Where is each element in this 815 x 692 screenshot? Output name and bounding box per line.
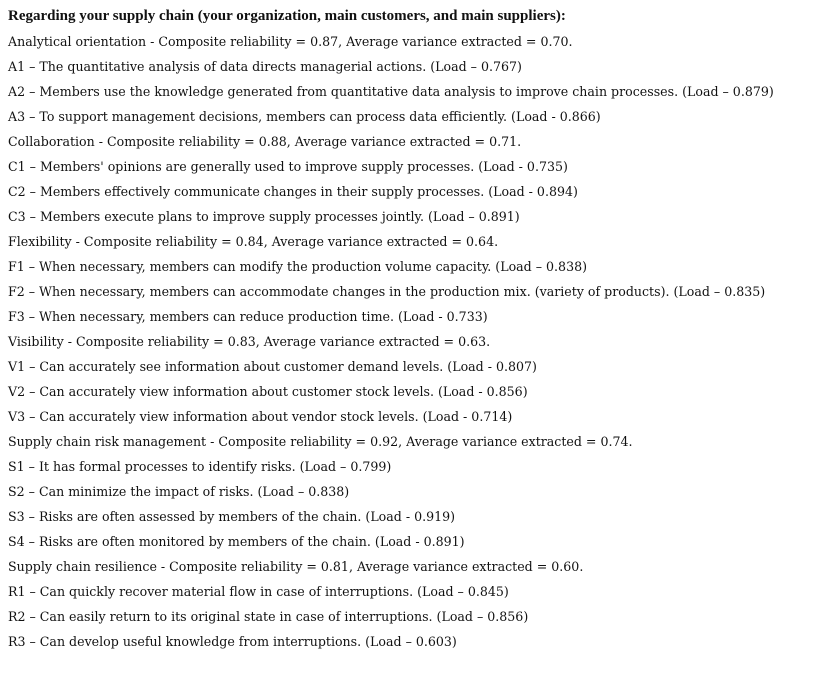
item-line: C1 – Members' opinions are generally used to improve supply processes. (Load - 0.735) (8, 159, 568, 174)
construct-header: Collaboration - Composite reliability = 0.88, Average variance extracted = 0.71. (8, 134, 522, 149)
construct-header: Supply chain resilience - Composite reliability = 0.81, Average variance extracted = 0.60. (8, 559, 584, 574)
construct-header: Analytical orientation - Composite reliability = 0.87, Average variance extracted = 0.70. (8, 34, 573, 49)
item-line: R3 – Can develop useful knowledge from interruptions. (Load – 0.603) (8, 634, 457, 649)
item-line: A2 – Members use the knowledge generated from quantitative data analysis to improve chain processes. (Load – 0.879) (8, 84, 774, 99)
item-line: F2 – When necessary, members can accommodate changes in the production mix. (variety of products). (Load – 0.835) (8, 284, 766, 299)
item-line: A3 – To support management decisions, members can process data efficiently. (Load - 0.866) (8, 109, 601, 124)
document-title: Regarding your supply chain (your organization, main customers, and main suppliers): (8, 8, 566, 24)
item-line: S3 – Risks are often assessed by members of the chain. (Load - 0.919) (8, 509, 456, 524)
item-line: V2 – Can accurately view information about customer stock levels. (Load - 0.856) (8, 384, 528, 399)
item-line: R1 – Can quickly recover material flow in case of interruptions. (Load – 0.845) (8, 584, 509, 599)
item-line: F1 – When necessary, members can modify the production volume capacity. (Load – 0.838) (8, 259, 588, 274)
item-line: C3 – Members execute plans to improve supply processes jointly. (Load – 0.891) (8, 209, 520, 224)
item-line: S4 – Risks are often monitored by members of the chain. (Load - 0.891) (8, 534, 465, 549)
item-line: A1 – The quantitative analysis of data directs managerial actions. (Load – 0.767) (8, 59, 522, 74)
item-line: S2 – Can minimize the impact of risks. (Load – 0.838) (8, 484, 350, 499)
item-line: C2 – Members effectively communicate changes in their supply processes. (Load - 0.894) (8, 184, 578, 199)
item-line: F3 – When necessary, members can reduce production time. (Load - 0.733) (8, 309, 488, 324)
item-line: V3 – Can accurately view information about vendor stock levels. (Load - 0.714) (8, 409, 513, 424)
item-line: R2 – Can easily return to its original state in case of interruptions. (Load – 0.856) (8, 609, 529, 624)
construct-header: Visibility - Composite reliability = 0.83, Average variance extracted = 0.63. (8, 334, 491, 349)
construct-header: Flexibility - Composite reliability = 0.84, Average variance extracted = 0.64. (8, 234, 499, 249)
item-line: S1 – It has formal processes to identify risks. (Load – 0.799) (8, 459, 392, 474)
construct-header: Supply chain risk management - Composite reliability = 0.92, Average variance extracted = 0.74. (8, 434, 633, 449)
item-line: V1 – Can accurately see information about customer demand levels. (Load - 0.807) (8, 359, 537, 374)
construct-list (8, 29, 815, 654)
